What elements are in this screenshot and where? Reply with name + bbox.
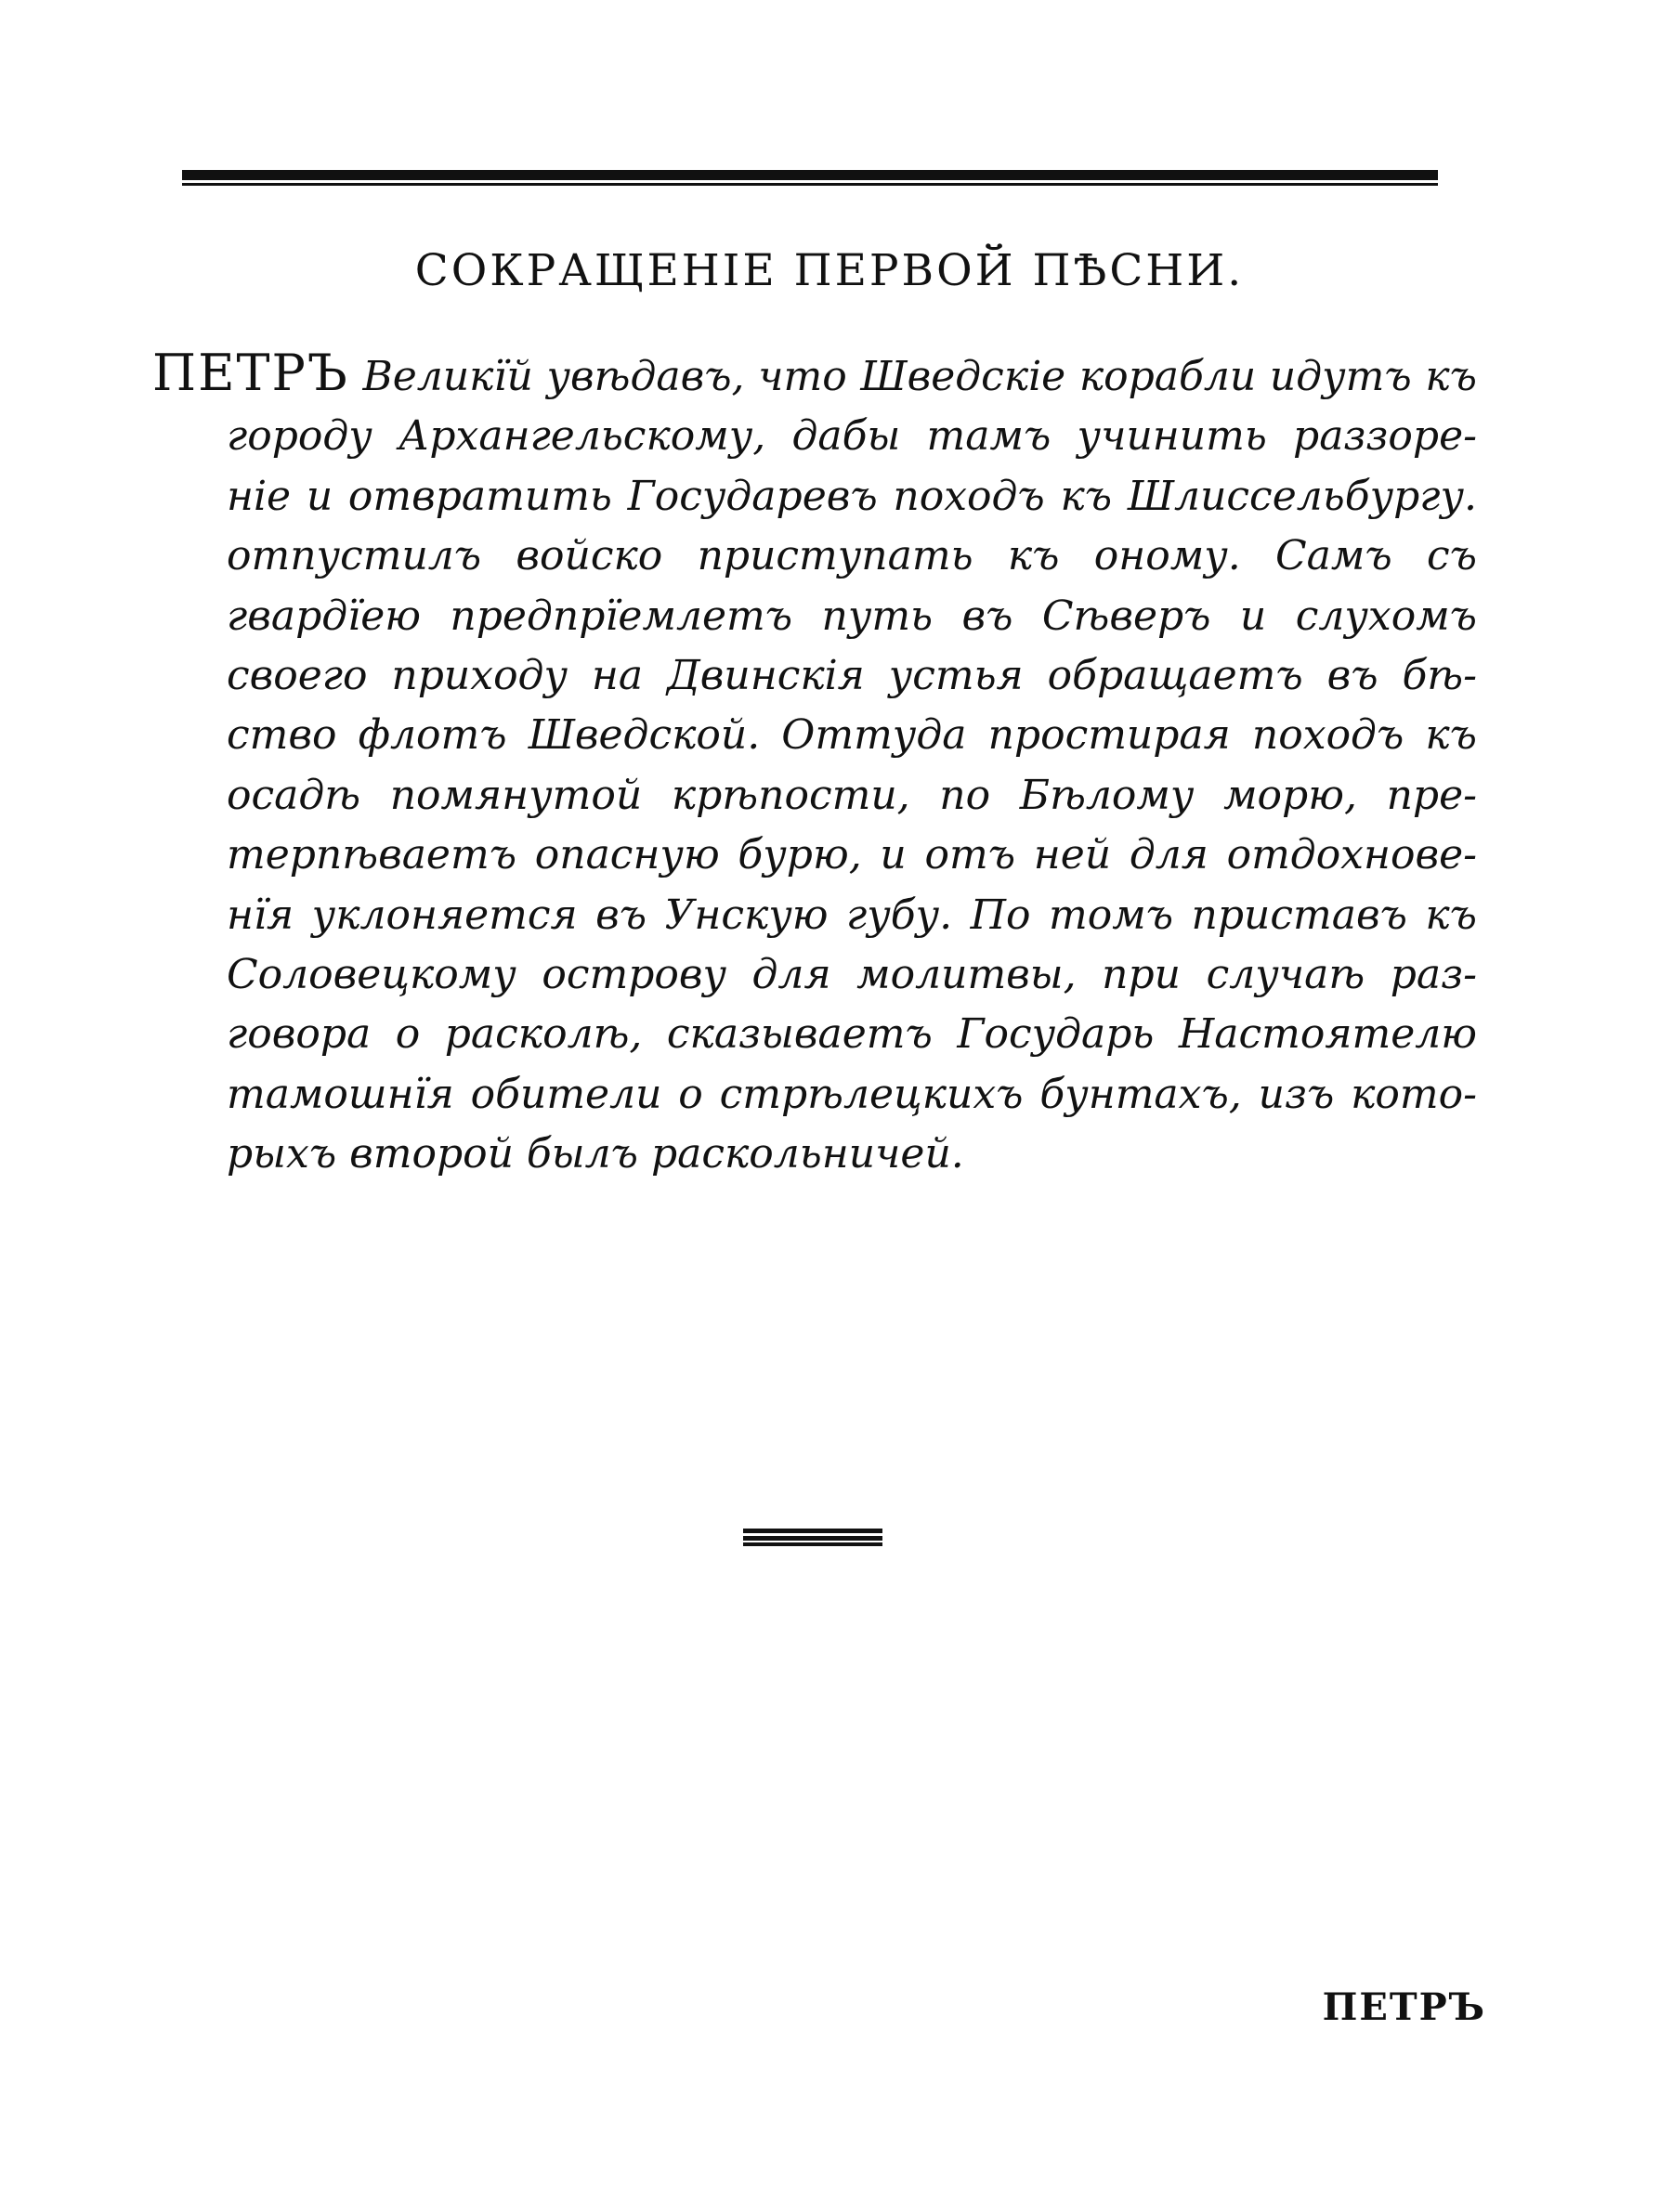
paragraph-line: терпѣваетъ опасную бурю, и отъ ней для отдохнове- (227, 831, 1477, 879)
paragraph-line: отпустилъ войско приступать къ оному. Самъ съ (227, 532, 1477, 580)
paragraph-line: ніе и отвратить Государевъ походъ къ Шлиссельбургу. (227, 472, 1477, 520)
top-rule-thick (182, 170, 1438, 180)
paragraph-line: Соловецкому острову для молитвы, при случаѣ раз- (227, 951, 1477, 999)
paragraph-line: городу Архангельскому, дабы тамъ учинить раззоре- (227, 412, 1477, 461)
top-rule (182, 170, 1438, 187)
paragraph-line: своего приходу на Двинскія устья обращаетъ въ бѣ- (227, 652, 1477, 700)
paragraph-line (152, 344, 1477, 407)
page-title: СОКРАЩЕНІЕ ПЕРВОЙ ПѢСНИ. (414, 245, 1245, 296)
top-rule-thin (182, 183, 1438, 186)
paragraph-line: осадѣ помянутой крѣпости, по Бѣлому морю, пре- (227, 771, 1477, 819)
ornament-divider (743, 1529, 882, 1547)
lead-word: ПЕТРЪ (152, 344, 349, 402)
paragraph-line: говора о расколѣ, сказываетъ Государь Настоятелю (227, 1010, 1477, 1059)
paragraph-line: нїя уклоняется въ Унскую губу. По томъ приставъ къ (227, 891, 1477, 939)
paragraph-line: рыхъ второй былъ раскольничей. (227, 1130, 964, 1178)
paragraph-line: ство флотъ Шведской. Оттуда простирая походъ къ (227, 711, 1477, 760)
catchword: ПЕТРЪ (1322, 1985, 1486, 2029)
paragraph-line: тамошнїя обители о стрѣлецкихъ бунтахъ, изъ кото- (227, 1070, 1477, 1118)
summary-paragraph (152, 344, 1477, 1185)
paragraph-line: гвардїею предпрїемлетъ путь въ Сѣверъ и слухомъ (227, 592, 1477, 640)
line-text: Великїй увѣдавъ, что Шведскіе корабли идутъ къ (362, 353, 1477, 400)
